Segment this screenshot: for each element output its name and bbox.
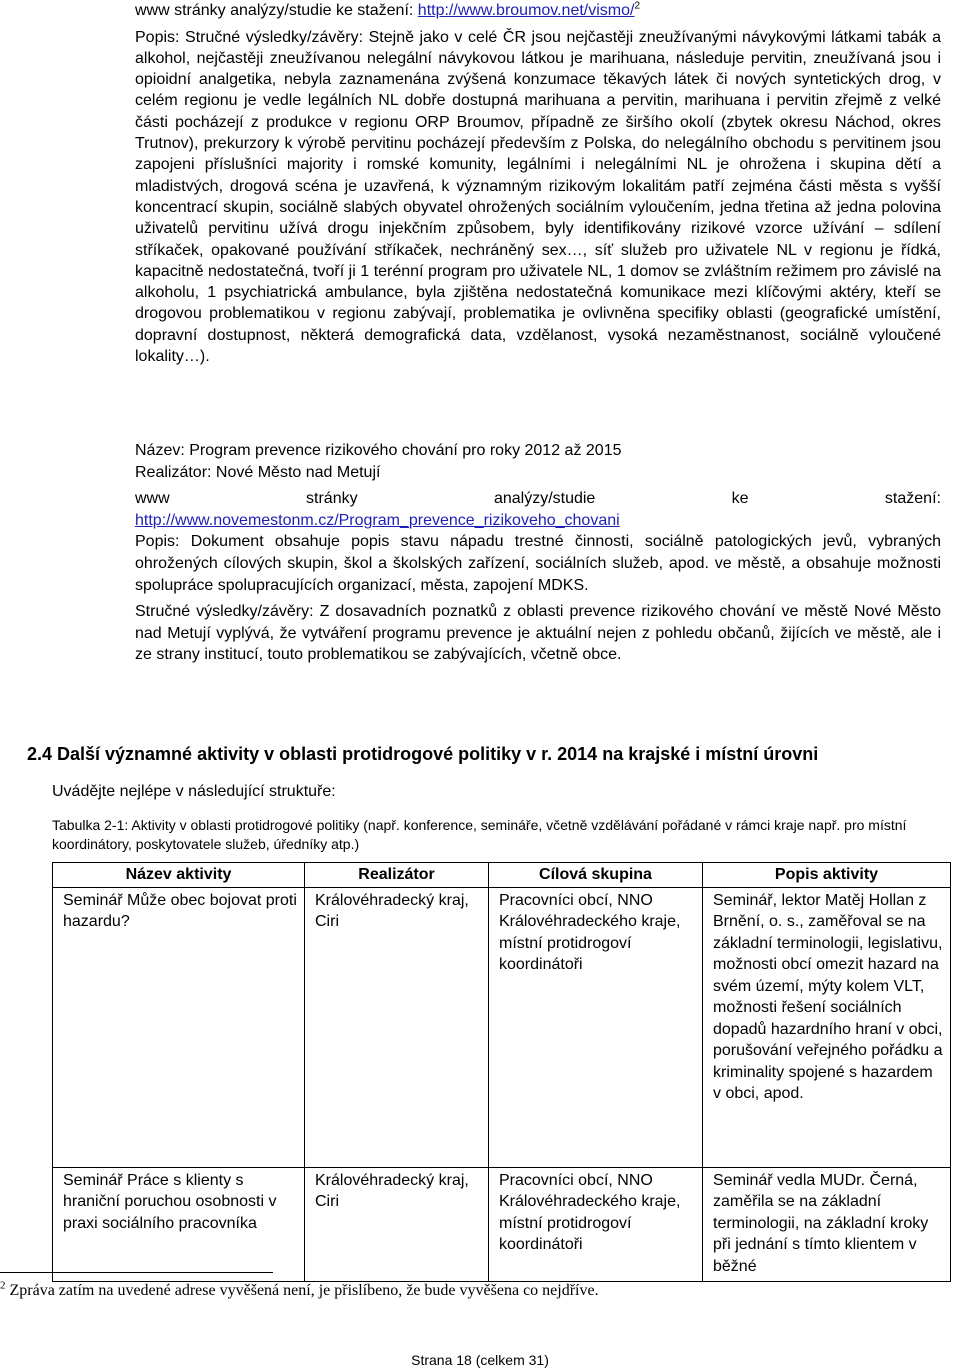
- header-activity-name: Název aktivity: [53, 863, 305, 888]
- cell-activity-name: Seminář Práce s klienty s hraniční poruchou osobnosti v praxi sociálního pracovníka: [53, 1167, 305, 1282]
- broumov-www-label: www stránky analýzy/studie ke stažení:: [135, 2, 414, 19]
- table-row: [53, 887, 951, 1167]
- table-row: [53, 1167, 951, 1282]
- cell-realizer: Královéhradecký kraj, Ciri: [305, 1167, 489, 1282]
- table-caption: Tabulka 2-1: Aktivity v oblasti protidrogové politiky (např. konference, semináře, včetně vzdělávání pořádané v rámci kraje např. pro místní koordinátory, poskytovatele služeb, úředníky atp.): [52, 817, 907, 852]
- broumov-section: [135, 0, 941, 367]
- program-www-word: analýzy/studie: [493, 490, 596, 508]
- section-instruction: Uvádějte nejlépe v následující struktuře:: [52, 783, 336, 800]
- section-number: 2.4: [27, 744, 53, 764]
- program-results: Stručné výsledky/závěry: Z dosavadních poznatků z oblasti prevence rizikového chování ve městě Nové Město nad Metují vyplývá, že vytváření programu prevence je aktuální nejen z pohledu občanů, žijících ve městě, ale i ze strany institucí, touto problematikou se zabývajících, včetně obce.: [135, 603, 941, 664]
- broumov-description: Popis: Stručné výsledky/závěry: Stejně jako v celé ČR jsou nejčastěji zneužívanými návykovými látkami tabák a alkohol, nejčastěji zneužívanou nelegální návykovou látkou je marihuana, následuje pervitin, zneužívaná jsou i opioidní analgetika, nebyla zaznamenána zvýšená konzumace těkavých látek či nových syntetických drog, v celém regionu je vedle legálních NL dobře dostupná marihuana a pervitin, marihuana i pervitin zřejmě z velké části pocházejí z produkce v regionu ORP Broumov, případně ze širšího okolí (zbytek okresu Náchod, okres Trutnov), prekurzory k výrobě pervitinu pocházejí především z Polska, do nelegálního obchodu s pervitinem jsou zapojeni příslušníci majority i romské komunity, legálními i nelegálními NL je ohrožena i skupina dětí a mladistvých, drogová scéna je uzavřená, k významným rizikovým lokalitám patří zejména části města s vyšší koncentrací skupin, sociálně slabých obyvatel ohrožených sociálním vyloučením, jedna třetina až jedna polovina uživatelů pervitinu užívá drogu injekčním způsobem, byly identifikovány rizikové vzorce užívání – sdílení stříkaček, opakované používání stříkaček, nechráněný sex…, síť služeb pro uživatele NL v regionu je řídká, kapacitně nedostatečná, tvoří ji 1 terénní program pro uživatele NL, 1 domov se zvláštním režimem pro závislé na alkoholu, 1 psychiatrická ambulance, byla zjištěna nedostatečná komunikace mezi klíčovými aktéry, kteří se drogovou problematikou v regionu zabývají, problematika je ovlivněna specifiky oblasti (geografické umístění, dopravní dostupnost, některá demografická data, vzdělanost, vysoká nezaměstnanost, sociálně vyloučené lokality…).: [135, 28, 941, 366]
- table-header-row: [53, 863, 951, 888]
- header-realizer: Realizátor: [305, 863, 489, 888]
- cell-realizer: Královéhradecký kraj, Ciri: [305, 887, 489, 1167]
- program-title: Název: Program prevence rizikového chování pro roky 2012 až 2015: [135, 442, 622, 459]
- footnote-text: Zpráva zatím na uvedené adrese vyvěšená není, je přislíbeno, že bude vyvěšena co nejdříve.: [9, 1282, 599, 1299]
- cell-activity-description: Seminář vedla MUDr. Černá, zaměřila se na základní terminologii, na základní kroky při jednání s tímto klientem v běžné: [703, 1167, 951, 1282]
- section-title: Další významné aktivity v oblasti protidrogové politiky v r. 2014 na krajské i místní úrovni: [57, 744, 819, 764]
- cell-activity-name: Seminář Může obec bojovat proti hazardu?: [53, 887, 305, 1167]
- header-target-group: Cílová skupina: [489, 863, 703, 888]
- program-www-word: ke: [731, 490, 749, 508]
- section-heading: [27, 742, 818, 766]
- broumov-link[interactable]: http://www.broumov.net/vismo/: [417, 2, 635, 19]
- footnote-divider: [0, 1272, 273, 1273]
- program-www-word: stránky: [306, 490, 358, 508]
- program-section: [135, 440, 941, 666]
- activities-table: [52, 862, 951, 1282]
- header-activity-description: Popis aktivity: [703, 863, 951, 888]
- cell-activity-description: Seminář, lektor Matěj Hollan z Brnění, o. s., zaměřoval se na základní terminologii, legislativu, možnosti obcí omezit hazard na svém území, mýty kolem VLT, možnosti řešení sociálních dopadů hazardního hraní v obci, porušování veřejného pořádku a kriminality spojené s hazardem v obci, apod.: [703, 887, 951, 1167]
- footnote: [0, 1279, 599, 1300]
- program-www-word: www: [135, 490, 170, 508]
- program-description: Popis: Dokument obsahuje popis stavu nápadu trestné činnosti, sociálně patologických jevů, vybraných ohrožených cílových skupin, škol a školských zařízení, sociálních služeb, apod. ve městě, a obsahuje možnosti spolupráce spolupracujících organizací, města, zapojení MDKS.: [135, 533, 941, 594]
- program-www-line: [135, 488, 941, 510]
- program-link[interactable]: http://www.novemestonm.cz/Program_prevence_rizikoveho_chovani: [135, 511, 620, 529]
- broumov-www-line: [135, 0, 941, 22]
- page-number: Strana 18 (celkem 31): [411, 1352, 549, 1368]
- program-realizer: Realizátor: Nové Město nad Metují: [135, 463, 381, 481]
- cell-target-group: Pracovníci obcí, NNO Královéhradeckého kraje, místní protidrogoví koordinátoři: [489, 1167, 703, 1282]
- footnote-reference[interactable]: 2: [634, 0, 641, 12]
- cell-target-group: Pracovníci obcí, NNO Královéhradeckého kraje, místní protidrogoví koordinátoři: [489, 887, 703, 1167]
- program-www-word: stažení:: [884, 490, 941, 508]
- footnote-number: 2: [0, 1279, 6, 1292]
